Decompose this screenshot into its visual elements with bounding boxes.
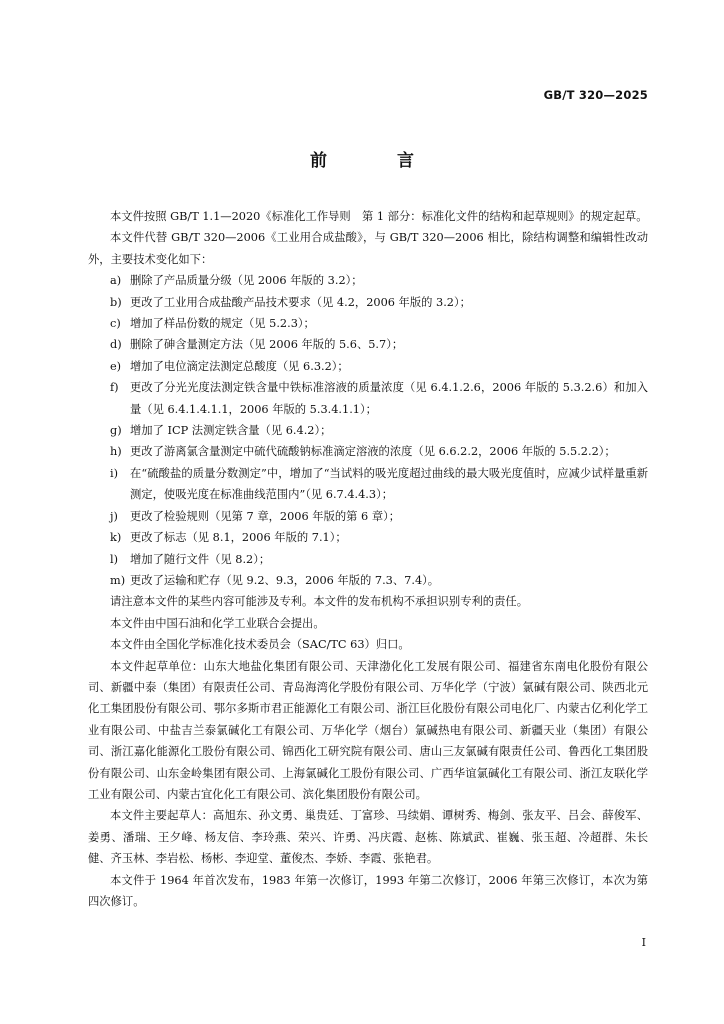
foreword-body [88, 206, 648, 912]
list-marker: l) [110, 552, 119, 566]
page-number: I [641, 936, 646, 949]
list-marker: h) [110, 445, 122, 459]
paragraph-proposed-by: 本文件由中国石油和化学工业联合会提出。 [110, 616, 325, 630]
list-item-text: 删除了产品质量分级（见 2006 年版的 3.2）； [130, 274, 363, 288]
list-item-text: 增加了样品份数的规定（见 5.2.3）； [130, 317, 315, 331]
list-item-text: 更改了标志（见 8.1，2006 年版的 7.1）； [130, 531, 347, 545]
list-marker: g) [110, 424, 122, 438]
list-marker: f) [110, 381, 119, 395]
list-marker: e) [110, 359, 122, 373]
list-item [88, 527, 648, 548]
list-item [88, 356, 648, 377]
list-item-text: 在“硫酸盐的质量分数测定”中，增加了“当试料的吸光度超过曲线的最大吸光度值时，应减少试样量重新测定，使吸光度在标准曲线范围内”（见 6.7.4.4.3）； [130, 466, 648, 502]
list-marker: k) [110, 531, 122, 545]
list-marker: d) [110, 338, 122, 352]
list-item-text: 更改了检验规则（见第 7 章，2006 年版的第 6 章）； [130, 509, 401, 523]
list-item-text: 更改了游离氯含量测定中硫代硫酸钠标准滴定溶液的浓度（见 6.6.2.2，2006 年版的 5.5.2.2）； [130, 445, 616, 459]
list-item [88, 270, 648, 291]
paragraph-drafters: 本文件主要起草人：高旭东、孙文勇、巢贵廷、丁富珍、马续娟、谭树秀、梅剑、张友平、吕会、薛俊军、姜勇、潘瑞、王夕峰、杨友信、李玲燕、荣兴、许勇、冯庆霞、赵栋、陈斌武、崔巍、张玉超、冷超群、朱长健、齐玉林、李岩松、杨彬、李迎堂、董俊杰、李娇、李霞、张艳君。 [88, 809, 648, 866]
list-item [88, 292, 648, 313]
list-item [88, 549, 648, 570]
list-item-text: 更改了工业用合成盐酸产品技术要求（见 4.2，2006 年版的 3.2）； [130, 295, 471, 309]
paragraph-patent-notice: 请注意本文件的某些内容可能涉及专利。本文件的发布机构不承担识别专利的责任。 [110, 595, 528, 609]
page-title: 前 言 [310, 151, 446, 171]
list-item [88, 570, 648, 591]
list-item [88, 313, 648, 334]
list-item-text: 删除了砷含量测定方法（见 2006 年版的 5.6、5.7）； [130, 338, 404, 352]
paragraph-drafting-units: 本文件起草单位：山东大地盐化集团有限公司、天津渤化化工发展有限公司、福建省东南电化股份有限公司、新疆中泰（集团）有限责任公司、青岛海湾化学股份有限公司、万华化学（宁波）氯碱有限公司、陕西北元化工集团股份有限公司、鄂尔多斯市君正能源化工有限公司、浙江巨化股份有限公司电化厂、内蒙古亿利化学工业有限公司、中盐吉兰泰氯碱化工有限公司、万华化学（烟台）氯碱热电有限公司、新疆天业（集团）有限公司、浙江嘉化能源化工股份有限公司、锦西化工研究院有限公司、唐山三友氯碱有限责任公司、鲁西化工集团股份有限公司、山东金岭集团有限公司、上海氯碱化工股份有限公司、广西华谊氯碱化工有限公司、浙江友联化学工业有限公司、内蒙古宜化化工有限公司、滨化集团股份有限公司。 [88, 659, 648, 801]
list-marker: m) [110, 573, 126, 587]
standard-number: GB/T 320—2025 [543, 88, 648, 102]
changes-list [88, 270, 648, 591]
list-item [88, 420, 648, 441]
list-marker: b) [110, 295, 122, 309]
list-marker: j) [110, 509, 118, 523]
list-item [88, 506, 648, 527]
paragraph-administered-by: 本文件由全国化学标准化技术委员会（SAC/TC 63）归口。 [110, 638, 410, 652]
list-item-text: 增加了 ICP 法测定铁含量（见 6.4.2）； [130, 424, 332, 438]
list-item-text: 更改了运输和贮存（见 9.2、9.3，2006 年版的 7.3、7.4）。 [130, 573, 440, 587]
list-item [88, 334, 648, 355]
list-marker: c) [110, 317, 121, 331]
list-item [88, 463, 648, 506]
list-item [88, 377, 648, 420]
list-item-text: 增加了随行文件（见 8.2）； [130, 552, 271, 566]
list-item [88, 441, 648, 462]
list-marker: a) [110, 274, 122, 288]
list-marker: i) [110, 466, 119, 480]
list-item-text: 增加了电位滴定法测定总酸度（见 6.3.2）； [130, 359, 349, 373]
paragraph-replacement: 本文件代替 GB/T 320—2006《工业用合成盐酸》，与 GB/T 320—2006 相比，除结构调整和编辑性改动外，主要技术变化如下： [88, 231, 648, 266]
list-item-text: 更改了分光光度法测定铁含量中铁标准溶液的质量浓度（见 6.4.1.2.6，2006 年版的 5.3.2.6）和加入量（见 6.4.1.4.1.1，2006 年版的 5.3.4.1.1）； [130, 381, 648, 416]
paragraph-drafting-rules: 本文件按照 GB/T 1.1—2020《标准化工作导则 第 1 部分：标准化文件的结构和起草规则》的规定起草。 [110, 210, 648, 223]
paragraph-history: 本文件于 1964 年首次发布，1983 年第一次修订，1993 年第二次修订，2006 年第三次修订，本次为第四次修订。 [88, 873, 648, 908]
